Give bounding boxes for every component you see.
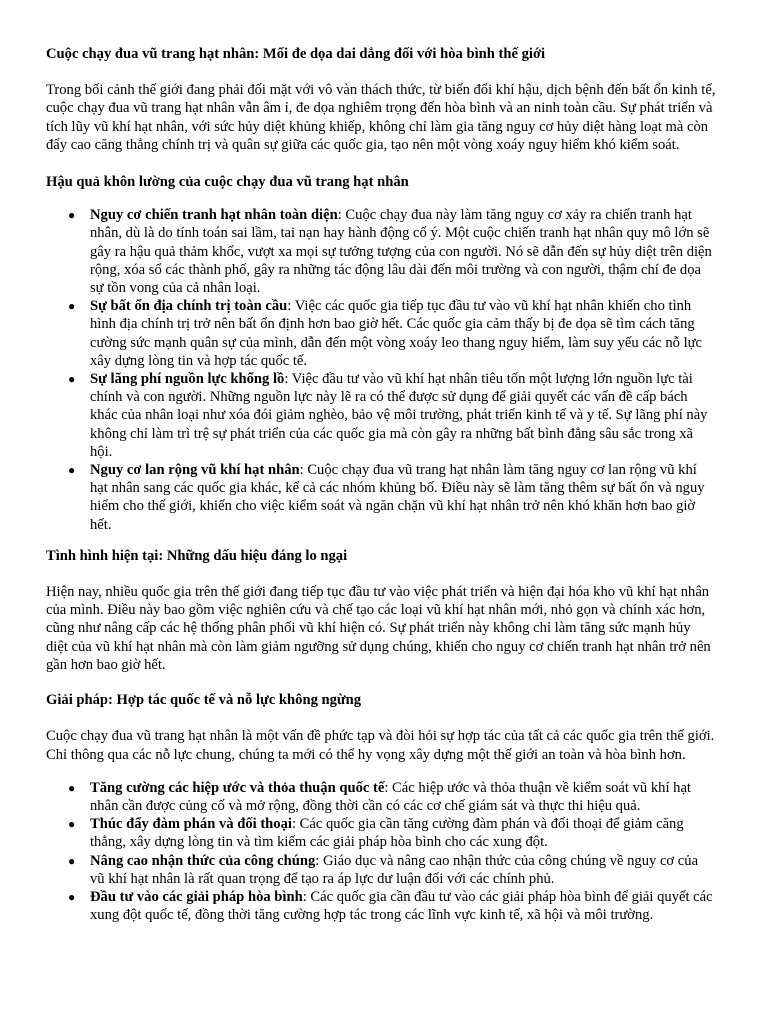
solutions-list — [46, 779, 716, 925]
list-item-title: Thúc đẩy đàm phán và đối thoại — [90, 816, 292, 833]
list-item — [68, 852, 716, 888]
list-item-text: : Các quốc gia cần đầu tư vào các giải pháp hòa bình để giải quyết các xung đột quốc tế, đồng thời tăng cường hợp tác trong các lĩnh vực kinh tế, xã hội và môi trường. — [90, 888, 713, 924]
intro-paragraph: Trong bối cảnh thế giới đang phải đối mặt với vô vàn thách thức, từ biến đổi khí hậu, dịch bệnh đến bất ổn kinh tế, cuộc chạy đua vũ trang hạt nhân vẫn âm ỉ, đe dọa nghiêm trọng đến hòa bình và an ninh toàn cầu. Sự phát triển và tích lũy vũ khí hạt nhân, với sức hủy diệt khủng khiếp, không chỉ làm gia tăng nguy cơ hủy diệt hàng loạt mà còn đẩy cao căng thẳng chính trị và quân sự giữa các quốc gia, tạo nên một vòng xoáy nguy hiểm khó kiểm soát. — [46, 82, 716, 153]
list-item-title: Sự lãng phí nguồn lực khổng lồ — [90, 371, 285, 388]
list-item-title: Nguy cơ chiến tranh hạt nhân toàn diện — [90, 207, 338, 224]
list-item-text: : Cuộc chạy đua này làm tăng nguy cơ xảy ra chiến tranh hạt nhân, dù là do tính toán sai lầm, tai nạn hay hành động cố ý. Một cuộc chiến tranh hạt nhân quy mô lớn sẽ gây ra hậu quả thảm khốc, vượt xa mọi sự tưởng tượng của con người. Nó sẽ dẫn đến sự hủy diệt trên diện rộng, xóa sổ các thành phố, gây ra những tác động lâu dài đến môi trường và con người, thậm chí đe dọa sự tồn vong của cả nhân loại. — [90, 207, 712, 297]
document-title: Cuộc chạy đua vũ trang hạt nhân: Mối đe dọa dai dẳng đối với hòa bình thế giới — [46, 46, 546, 62]
list-item — [68, 370, 716, 461]
bullet-icon: ● — [68, 780, 76, 795]
consequences-heading: Hậu quả khôn lường của cuộc chạy đua vũ trang hạt nhân — [46, 174, 409, 191]
list-item — [68, 297, 716, 370]
list-item-text: : Giáo dục và nâng cao nhận thức của công chúng về nguy cơ của vũ khí hạt nhân là rất quan trọng để tạo ra áp lực dư luận đối với các chính phủ. — [90, 852, 699, 887]
bullet-icon: ● — [68, 299, 76, 314]
bullet-icon: ● — [68, 372, 76, 387]
situation-heading: Tình hình hiện tại: Những dấu hiệu đáng lo ngại — [46, 547, 348, 564]
bullet-icon: ● — [68, 208, 76, 223]
list-item-text: : Các hiệp ước và thỏa thuận về kiểm soát vũ khí hạt nhân cần được củng cố và mở rộng, đồng thời cần có các cơ chế giám sát và thực thi hiệu quả. — [90, 779, 691, 814]
bullet-icon: ● — [68, 889, 76, 904]
consequences-list — [46, 206, 716, 534]
list-item-text: : Việc các quốc gia tiếp tục đầu tư vào vũ khí hạt nhân khiến cho tình hình địa chính trị trở nên bất ổn định hơn bao giờ hết. Các quốc gia cảm thấy bị đe dọa sẽ tìm cách tăng cường sức mạnh quân sự của mình, dẫn đến một vòng xoáy leo thang nguy hiểm, làm suy yếu các nỗ lực xây dựng lòng tin và hợp tác quốc tế. — [90, 298, 703, 369]
list-item — [68, 461, 716, 534]
list-item-title: Nguy cơ lan rộng vũ khí hạt nhân — [90, 462, 300, 479]
list-item-text: : Cuộc chạy đua vũ trang hạt nhân làm tăng nguy cơ lan rộng vũ khí hạt nhân sang các quốc gia khác, kể cả các nhóm khủng bố. Điều này sẽ làm tăng thêm sự bất ổn và nguy hiểm cho thế giới, khiến cho việc kiểm soát và ngăn chặn vũ khí hạt nhân trở nên khó khăn hơn bao giờ hết. — [90, 462, 705, 533]
bullet-icon: ● — [68, 463, 76, 478]
list-item-title: Tăng cường các hiệp ước và thỏa thuận quốc tế — [90, 779, 385, 796]
list-item — [68, 815, 716, 851]
solution-heading: Giải pháp: Hợp tác quốc tế và nỗ lực không ngừng — [46, 692, 362, 709]
list-item — [68, 779, 716, 815]
list-item-title: Nâng cao nhận thức của công chúng — [90, 852, 316, 869]
solution-paragraph: Cuộc chạy đua vũ trang hạt nhân là một vấn đề phức tạp và đòi hỏi sự hợp tác của tất cả các quốc gia trên thế giới. Chỉ thông qua các nỗ lực chung, chúng ta mới có thể hy vọng xây dựng một thế giới an toàn và hòa bình hơn. — [46, 728, 715, 763]
list-item-text: : Việc đầu tư vào vũ khí hạt nhân tiêu tốn một lượng lớn nguồn lực tài chính và con người. Những nguồn lực này lẽ ra có thể được sử dụng để giải quyết các vấn đề cấp bách khác của nhân loại như xóa đói giảm nghèo, bảo vệ môi trường, phát triển kinh tế và y tế. Sự lãng phí này không chỉ làm trì trệ sự phát triển của các quốc gia mà còn gây ra những bất bình đẳng sâu sắc trong xã hội. — [90, 371, 708, 460]
list-item-title: Đầu tư vào các giải pháp hòa bình — [90, 888, 303, 905]
bullet-icon: ● — [68, 853, 76, 868]
list-item-text: : Các quốc gia cần tăng cường đàm phán và đối thoại để giảm căng thẳng, xây dựng lòng tin và tìm kiếm các giải pháp hòa bình cho các xung đột. — [90, 816, 684, 851]
list-item — [68, 206, 716, 297]
list-item-title: Sự bất ổn địa chính trị toàn cầu — [90, 298, 288, 315]
situation-paragraph: Hiện nay, nhiều quốc gia trên thế giới đang tiếp tục đầu tư vào việc phát triển và hiện đại hóa kho vũ khí hạt nhân của mình. Điều này bao gồm việc nghiên cứu và chế tạo các loại vũ khí hạt nhân mới, nhỏ gọn và chính xác hơn, cũng như nâng cấp các hệ thống phân phối vũ khí hiện có. Sự phát triển này không chỉ làm tăng sức mạnh hủy diệt của vũ khí hạt nhân mà còn làm giảm ngưỡng sử dụng chúng, khiến cho nguy cơ chiến tranh hạt nhân trở nên gần hơn bao giờ hết. — [46, 584, 711, 673]
bullet-icon: ● — [68, 817, 76, 832]
list-item — [68, 888, 716, 924]
